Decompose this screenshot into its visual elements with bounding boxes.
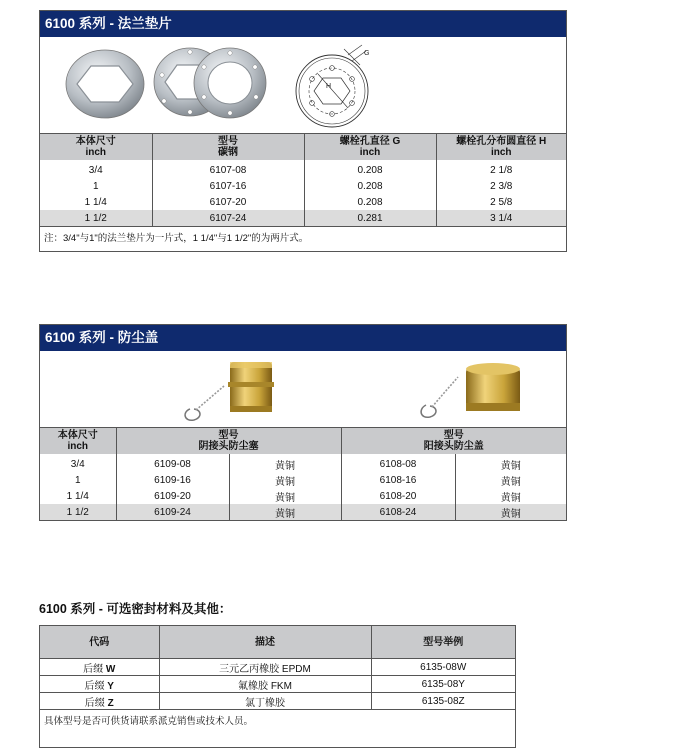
table-row — [40, 472, 566, 488]
header-model — [152, 134, 304, 161]
cell-size: 1 1/2 — [40, 504, 116, 520]
cell-male-model: 6108-20 — [341, 488, 455, 504]
header-bolt-hole-g — [304, 134, 436, 161]
cell-description: 氯丁橡胶 — [159, 693, 371, 710]
diagram-label-h: H — [326, 83, 332, 90]
cell-code-prefix: 后缀 — [83, 663, 106, 675]
one-piece-gasket-image — [64, 47, 146, 121]
cell-code — [40, 676, 159, 693]
table-row — [40, 659, 515, 676]
header-female-plug — [116, 428, 341, 455]
cell-female-material: 黄铜 — [229, 472, 341, 488]
table-row — [40, 210, 566, 226]
cell-g: 0.281 — [304, 210, 436, 226]
table-row — [40, 693, 515, 710]
gasket-table-header — [40, 134, 566, 161]
diagram-label-g: G — [364, 50, 370, 57]
cell-female-material: 黄铜 — [229, 504, 341, 520]
seals-section — [39, 625, 516, 748]
header-size — [40, 134, 152, 161]
cell-example: 6135-08Z — [371, 693, 515, 710]
cell-model: 6107-16 — [152, 178, 304, 194]
header-size-line1: 本体尺寸 — [57, 430, 98, 441]
gasket-image-strip — [40, 37, 566, 133]
cell-female-model: 6109-20 — [116, 488, 229, 504]
header-g-line2: inch — [359, 147, 381, 158]
cell-female-material: 黄铜 — [229, 454, 341, 472]
dustcap-table — [40, 427, 566, 520]
cell-female-model: 6109-16 — [116, 472, 229, 488]
two-piece-gasket-flat-ring-image — [192, 45, 268, 121]
cell-size: 1 1/4 — [66, 490, 89, 502]
cell-h: 2 3/8 — [436, 178, 566, 194]
cell-code-letter: Y — [107, 680, 114, 692]
header-size — [40, 428, 116, 455]
header-size-line2: inch — [85, 147, 107, 158]
table-row — [40, 178, 566, 194]
seals-table — [40, 626, 515, 709]
header-code: 代码 — [40, 626, 159, 659]
female-dust-plug-image — [180, 354, 280, 426]
cell-female-model: 6109-08 — [116, 454, 229, 472]
cell-g: 0.208 — [304, 160, 436, 178]
cell-h: 2 5/8 — [436, 194, 566, 210]
header-bolt-circle-h — [436, 134, 566, 161]
header-size-line2: inch — [67, 441, 89, 452]
cell-male-model: 6108-08 — [341, 454, 455, 472]
dustcap-section — [39, 324, 567, 521]
cell-h: 2 1/8 — [436, 160, 566, 178]
cell-code-letter: W — [105, 663, 116, 675]
table-row — [40, 194, 566, 210]
header-h-line1: 螺栓孔分布圆直径 H — [456, 136, 547, 147]
header-male-line1: 型号 — [443, 430, 464, 441]
table-row — [40, 488, 566, 504]
cell-description: 三元乙丙橡胶 EPDM — [159, 659, 371, 676]
seals-title: 6100 系列 - 可选密封材料及其他： — [39, 602, 232, 616]
table-row — [40, 504, 566, 520]
header-h-line2: inch — [490, 147, 512, 158]
cell-code — [40, 693, 159, 710]
dustcap-table-header — [40, 428, 566, 455]
gasket-note: 注：3/4"与1"的法兰垫片为一片式，1 1/4"与1 1/2"的为两片式。 — [40, 226, 566, 251]
cell-code — [40, 659, 159, 676]
table-row — [40, 160, 566, 178]
table-row — [40, 676, 515, 693]
cell-example: 6135-08Y — [371, 676, 515, 693]
cell-male-material: 黄铜 — [455, 472, 566, 488]
header-model-line2: 碳钢 — [218, 147, 238, 158]
cell-g: 0.208 — [304, 178, 436, 194]
cell-male-material: 黄铜 — [455, 488, 566, 504]
header-example: 型号举例 — [371, 626, 515, 659]
seals-table-header — [40, 626, 515, 659]
cell-male-model: 6108-16 — [341, 472, 455, 488]
gasket-dimension-diagram — [292, 41, 376, 129]
dustcap-title: 6100 系列 - 防尘盖 — [40, 325, 566, 351]
header-g-line1: 螺栓孔直径 G — [339, 136, 401, 147]
seals-note: 具体型号是否可供货请联系派克销售或技术人员。 — [40, 709, 515, 747]
gasket-table — [40, 133, 566, 226]
gasket-title: 6100 系列 - 法兰垫片 — [40, 11, 566, 37]
cell-male-material: 黄铜 — [455, 504, 566, 520]
cell-male-model: 6108-24 — [341, 504, 455, 520]
cell-female-model: 6109-24 — [116, 504, 229, 520]
cell-g: 0.208 — [304, 194, 436, 210]
cell-description: 氟橡胶 FKM — [159, 676, 371, 693]
gasket-section — [39, 10, 567, 252]
header-size-line1: 本体尺寸 — [75, 136, 116, 147]
cell-size: 1 — [92, 180, 99, 192]
cell-model: 6107-08 — [152, 160, 304, 178]
cell-size: 3/4 — [70, 458, 85, 470]
table-row — [40, 454, 566, 472]
cell-h: 3 1/4 — [436, 210, 566, 226]
cell-size: 1 1/2 — [40, 210, 152, 226]
cell-code-prefix: 后缀 — [84, 697, 108, 709]
header-female-line1: 型号 — [218, 430, 239, 441]
cell-code-prefix: 后缀 — [84, 680, 108, 692]
cell-model: 6107-20 — [152, 194, 304, 210]
cell-size: 1 — [74, 474, 81, 486]
header-male-cap — [341, 428, 566, 455]
header-model-line1: 型号 — [218, 136, 238, 147]
header-description: 描述 — [159, 626, 371, 659]
dustcap-image-strip — [40, 351, 566, 427]
header-male-line2: 阳接头防尘盖 — [423, 441, 484, 452]
cell-model: 6107-24 — [152, 210, 304, 226]
male-dust-cap-image — [418, 355, 528, 425]
header-female-line2: 阴接头防尘塞 — [198, 441, 259, 452]
cell-size: 1 1/4 — [84, 196, 107, 208]
cell-example: 6135-08W — [371, 659, 515, 676]
cell-male-material: 黄铜 — [455, 454, 566, 472]
cell-code-letter: Z — [107, 697, 114, 709]
cell-size: 3/4 — [88, 164, 103, 176]
cell-female-material: 黄铜 — [229, 488, 341, 504]
